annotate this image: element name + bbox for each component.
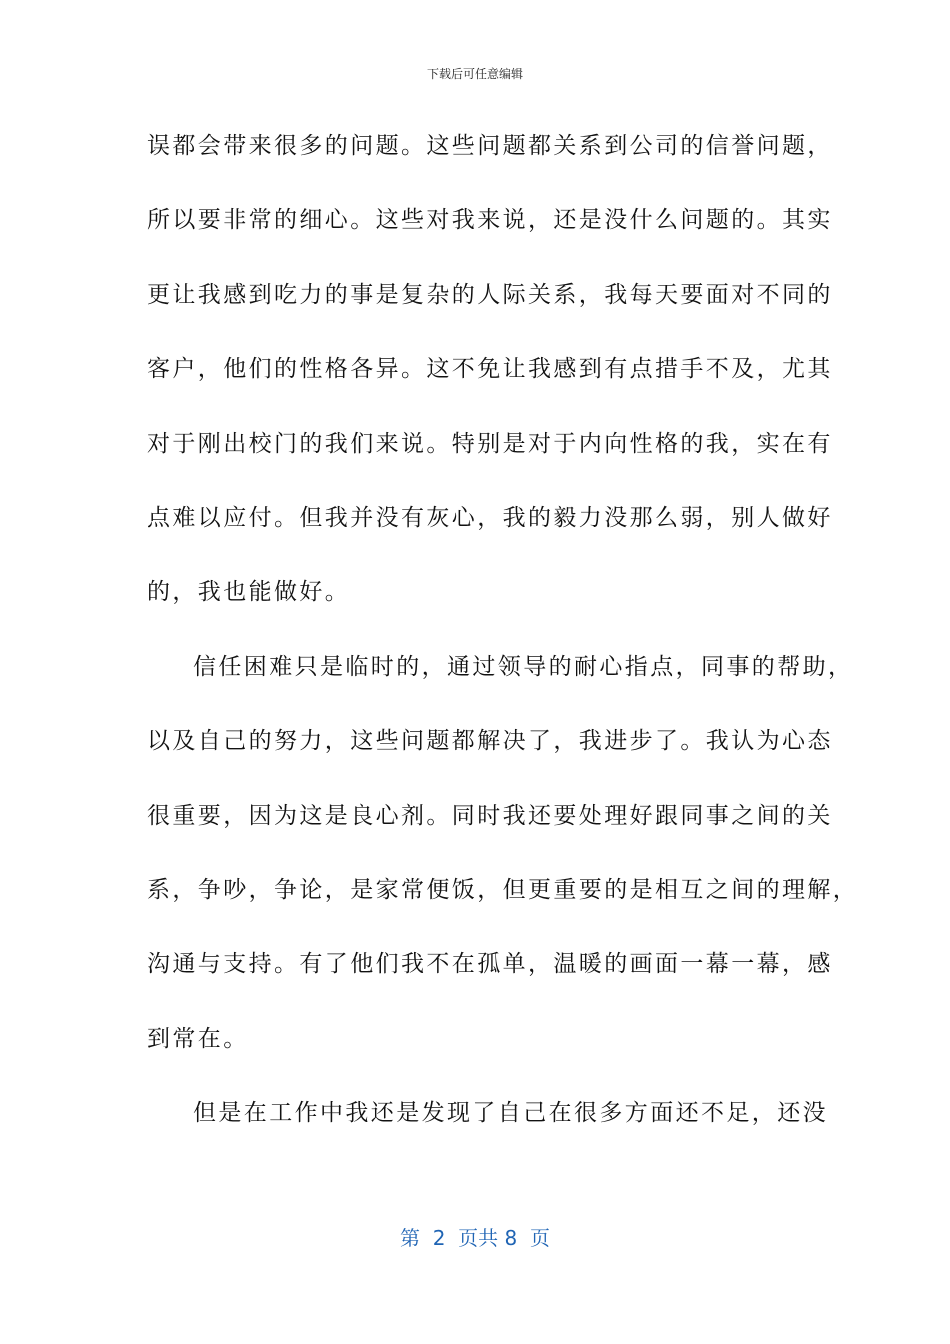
text-line: 到常在。 xyxy=(147,1025,249,1052)
text-line-indented: 信任困难只是临时的，通过领导的耐心指点，同事的帮助， xyxy=(193,653,854,680)
page-header: 下载后可任意编辑 xyxy=(426,67,523,81)
text-line: 误都会带来很多的问题。这些问题都关系到公司的信誉问题， xyxy=(147,133,833,159)
text-line-indented: 但是在工作中我还是发现了自己在很多方面还不足，还没 xyxy=(193,1100,828,1127)
text-line: 更让我感到吃力的事是复杂的人际关系，我每天要面对不同的 xyxy=(147,281,833,308)
text-line: 系，争吵，争论，是家常便饭，但更重要的是相互之间的理解， xyxy=(147,876,859,903)
page-number-footer: 第 2 页共 8 页 xyxy=(400,1226,550,1250)
text-line: 沟通与支持。有了他们我不在孤单，温暖的画面一幕一幕，感 xyxy=(147,951,833,978)
text-line: 对于刚出校门的我们来说。特别是对于内向性格的我，实在有 xyxy=(147,430,833,457)
text-line: 很重要，因为这是良心剂。同时我还要处理好跟同事之间的关 xyxy=(147,802,833,829)
text-line: 客户，他们的性格各异。这不免让我感到有点措手不及，尤其 xyxy=(147,356,833,383)
text-line: 点难以应付。但我并没有灰心，我的毅力没那么弱，别人做好 xyxy=(147,504,833,531)
text-line: 以及自己的努力，这些问题都解决了，我进步了。我认为心态 xyxy=(147,728,833,755)
body-text xyxy=(147,126,859,1167)
text-line: 的，我也能做好。 xyxy=(147,579,351,606)
text-line: 所以要非常的细心。这些对我来说，还是没什么问题的。其实 xyxy=(147,207,833,234)
